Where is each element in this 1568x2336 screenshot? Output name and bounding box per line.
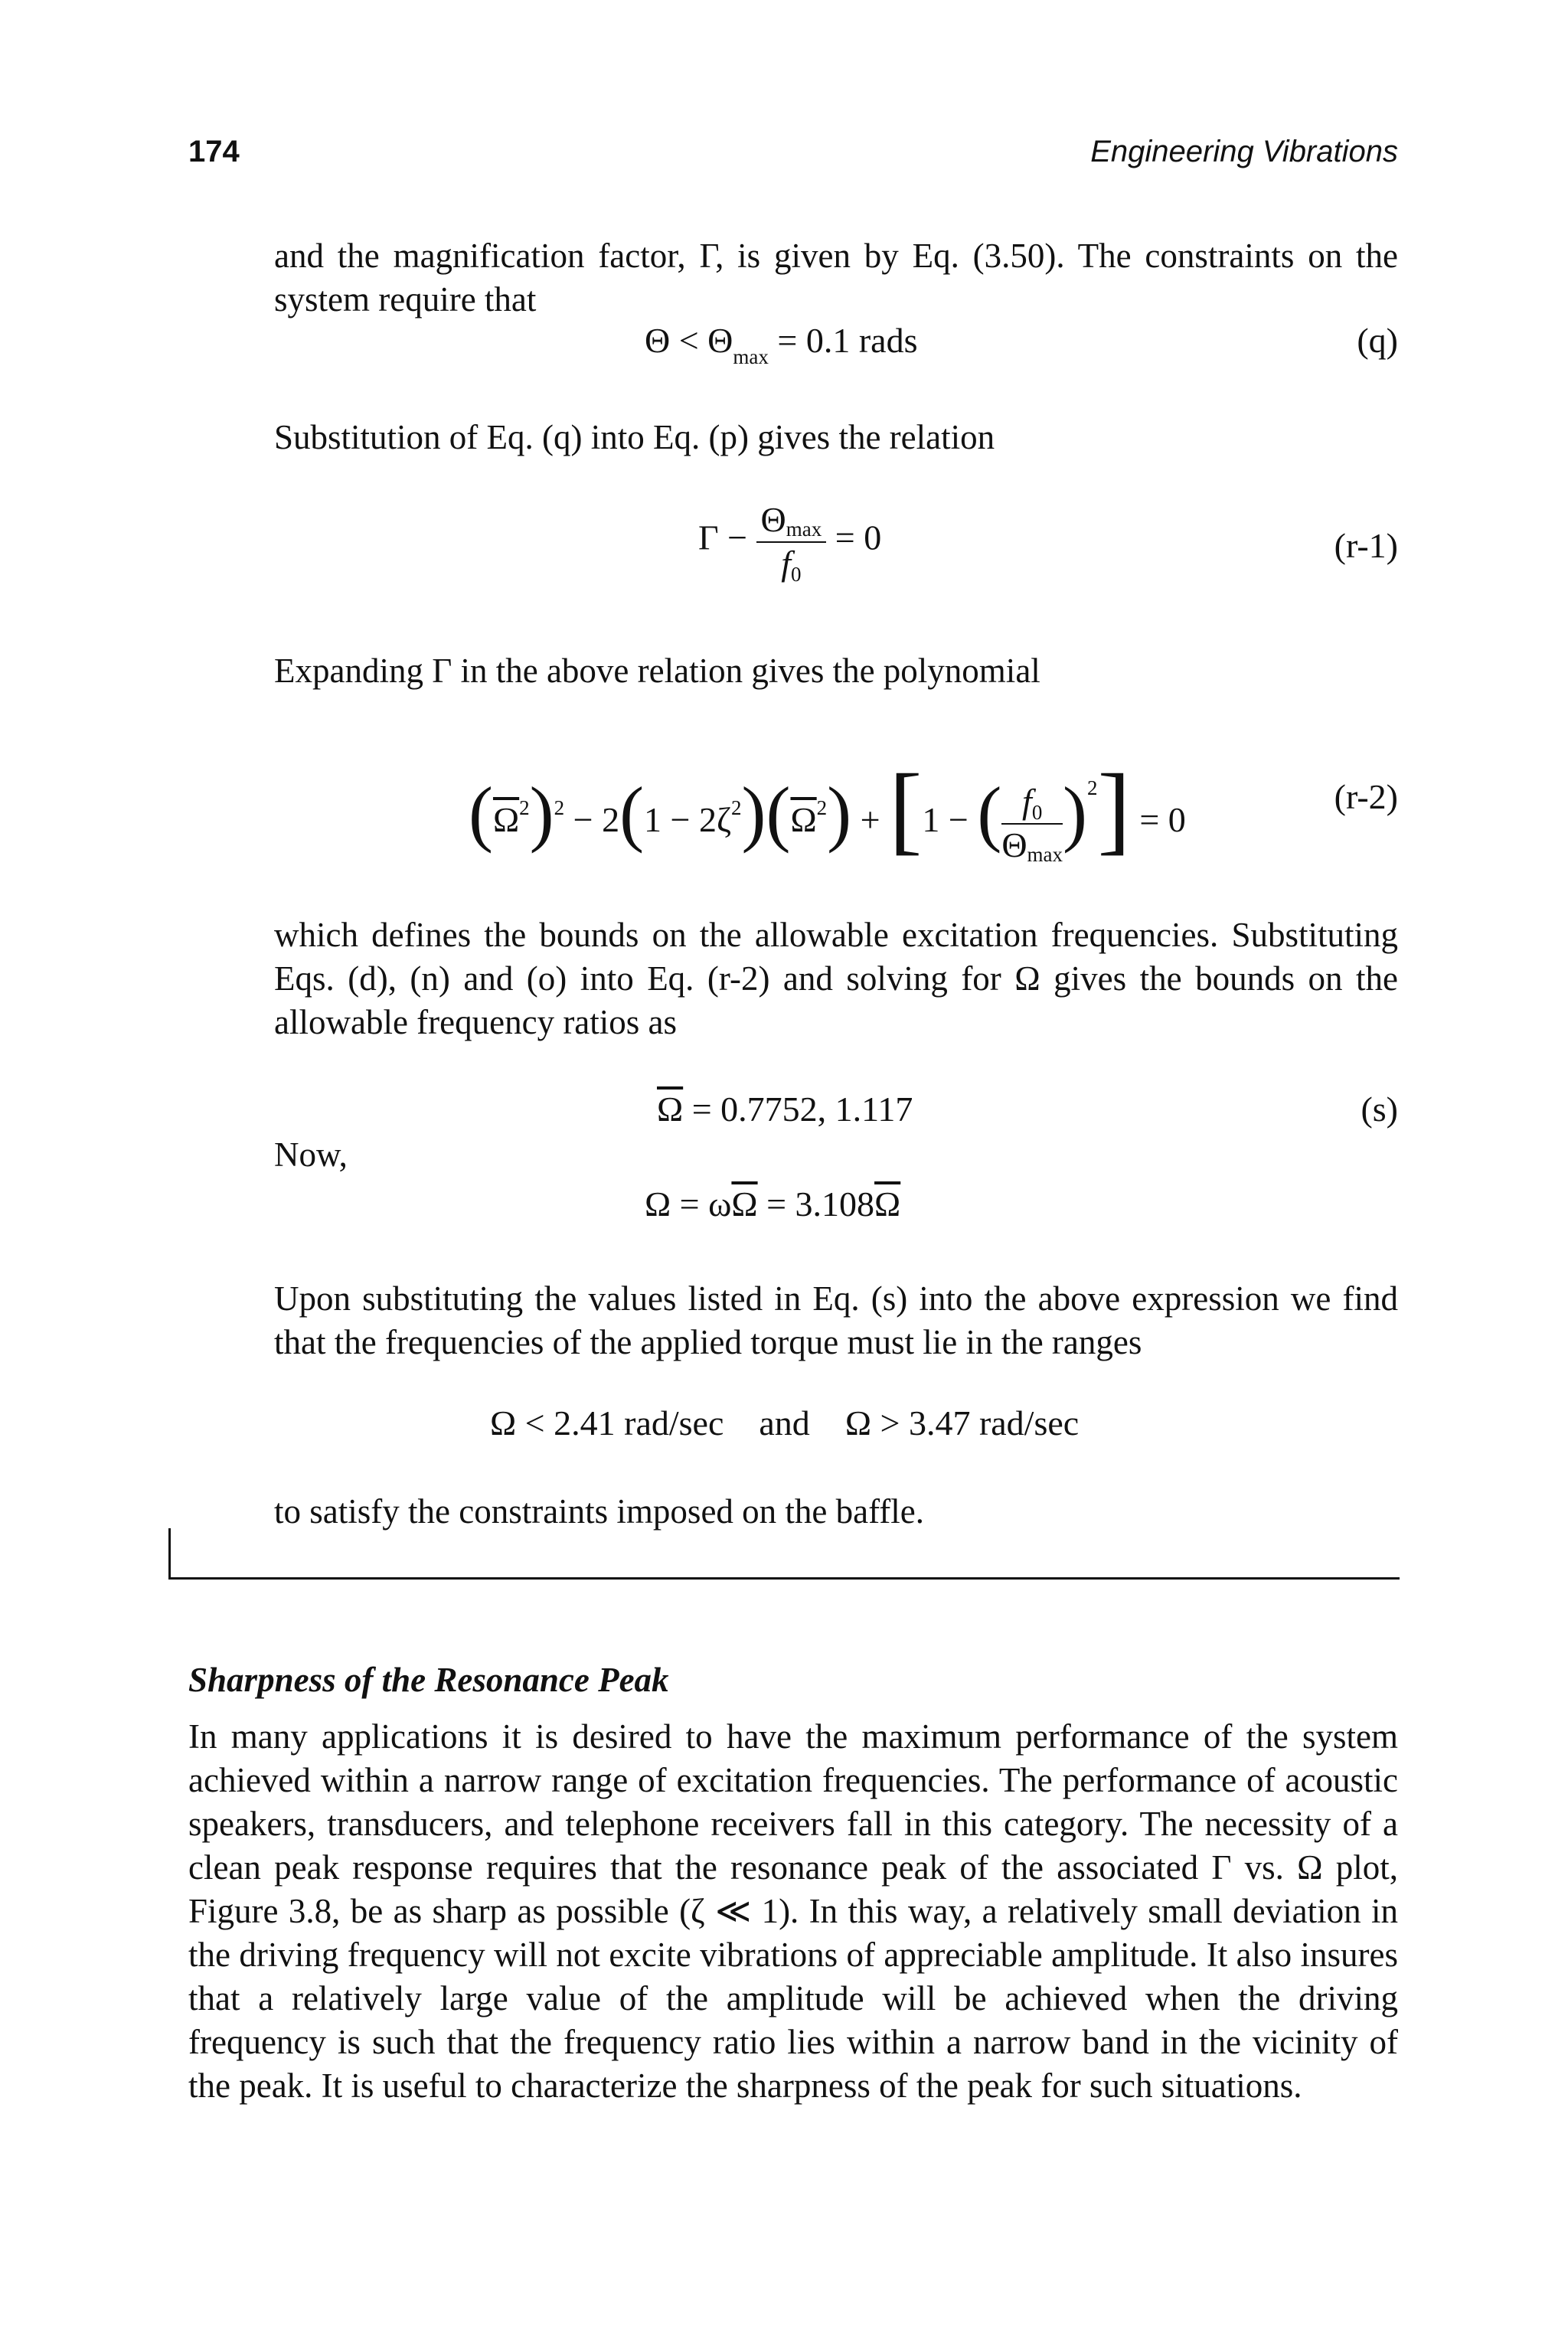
equation-omega: $\Omega = \omega\overline{\Omega} = 3.108\overline{\Omega}$: [645, 1184, 901, 1224]
section-heading: Sharpness of the Resonance Peak: [188, 1661, 669, 1699]
fraction-f0-over-theta: $\frac{f0}{\Theta\max}$: [1001, 782, 1063, 867]
equation-s: $\overline{\Omega} = 0.7752$, 1.117: [657, 1090, 913, 1129]
equation-tag-r2: (r-2): [1334, 777, 1398, 816]
now-label: Now,: [274, 1135, 348, 1174]
equation-q: $\Theta < \Theta_{max} = 0.1$ rads: [645, 321, 918, 368]
example-end-rule-vertical: [168, 1528, 171, 1579]
equation-tag-q: (q): [1357, 321, 1398, 360]
equation-r2: $(\overline{\Omega}^2)^2 - 2(1 - 2\zeta^2)(\overline{\Omega}^2) + [1$ − ( $\frac{f0}{\Theta\max}$ )$^2$] = 0: [469, 754, 1186, 867]
equation-tag-r1: (r-1): [1334, 526, 1398, 565]
example-paragraph-5: Upon substituting the values listed in Eq. (s) into the above expression we find that the frequencies of the applied torque must lie in the ranges: [274, 1279, 1398, 1361]
equation-ranges: Ω < 2.41 rad/sec and Ω > 3.47 rad/sec: [490, 1403, 1080, 1442]
fraction-theta-over-f0: $\frac{\Theta\max}{f0}$: [756, 499, 827, 583]
example-paragraph-1: and the magnification factor, Γ, is given by Eq. (3.50). The constraints on the system require that: [274, 237, 1398, 319]
example-end-rule-horizontal: [168, 1577, 1400, 1580]
equation-tag-s: (s): [1361, 1090, 1398, 1129]
example-paragraph-6: to satisfy the constraints imposed on the baffle.: [274, 1492, 925, 1531]
equation-r1: Γ − $\frac{\Theta\max}{f0}$ = 0: [698, 500, 882, 586]
example-paragraph-2: Substitution of Eq. (q) into Eq. (p) gives the relation: [274, 418, 995, 456]
example-paragraph-4: which defines the bounds on the allowable excitation frequencies. Substituting Eqs. (d), (n) and (o) into Eq. (r-2) and solving for Ω gives the bounds on the allowable frequency ratios as: [274, 916, 1398, 1041]
running-title: Engineering Vibrations: [1090, 135, 1398, 168]
page-number: 174: [188, 135, 240, 168]
section-body: In many applications it is desired to have the maximum performance of the system achieved within a narrow range of excitation frequencies. The performance of acoustic speakers, transducers, and telephone receivers fall in this category. The necessity of a clean peak response requires that the resonance peak of the associated Γ vs. Ω plot, Figure 3.8, be as sharp as possible (ζ ≪ 1). In this way, a relatively small deviation in the driving frequency will not excite vibrations of appreciable amplitude. It also insures that a relatively large value of the amplitude will be achieved when the driving frequency is such that the frequency ratio lies within a narrow band in the vicinity of the peak. It is useful to characterize the sharpness of the peak for such situations.: [188, 1717, 1398, 2105]
example-paragraph-3: Expanding Γ in the above relation gives the polynomial: [274, 652, 1040, 690]
